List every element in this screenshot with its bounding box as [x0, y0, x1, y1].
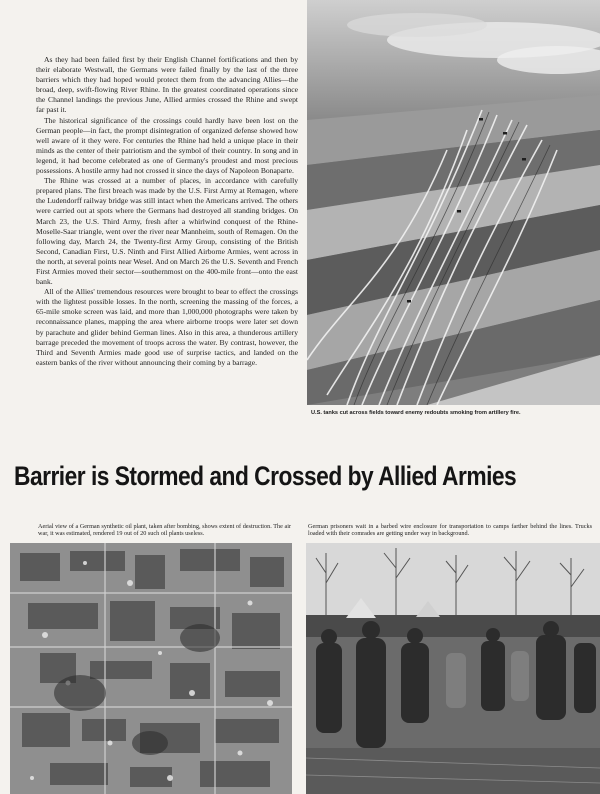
prisoners-caption: German prisoners wait in a barbed wire enclosure for transportation to camps farther behind the lines. Trucks loaded with their comrades are getting under way in background. [308, 523, 592, 538]
intro-article [36, 55, 298, 368]
intro-paragraph: The Rhine was crossed at a number of places, in accordance with carefully prepared plans. The first breach was made by the U.S. First Army at Remagen, where the Ludendorff railway bridge was still intact when the Americans arrived. The others were carried out at spots where the Germans had destroyed all standing bridges. On March 23, the U.S. Third Army, fresh after a whirlwind conquest of the Rhine-Moselle-Saar triangle, went over the river near Mannheim, south of Remagen. On the following day, March 24, the Twenty-first Army Group, consisting of the British Second, Canadian First, U.S. Ninth and First Allied Airborne Armies, went across in the north, at several points near Wesel. And on March 26 the U.S. Seventh and French First Armies moved their sector—southernmost on the 400-mile front—onto the east bank. [36, 176, 298, 287]
tanks-aerial-image [307, 0, 600, 405]
page-headline: Barrier is Stormed and Crossed by Allied Armies [14, 461, 517, 491]
tanks-aerial-photo [307, 0, 600, 405]
oil-plant-caption: Aerial view of a German synthetic oil plant, taken after bombing, shows extent of destruction. The air war, it was estimated, rendered 19 out of 20 such oil plants useless. [38, 523, 291, 538]
prisoners-image [306, 543, 600, 794]
prisoners-photo [306, 543, 600, 794]
tanks-photo-caption: U.S. tanks cut across fields toward enemy redoubts smoking from artillery fire. [311, 410, 521, 416]
oil-plant-image [10, 543, 292, 794]
intro-paragraph: As they had been failed first by their English Channel fortifications and then by their elaborate Westwall, the Germans were failed finally by the last of the three barriers which they had hoped would protect them from the advancing Allies—the broad, deep, swift-flowing River Rhine. In the greatest coordinated operations since the Channel landings the previous June, Allied armies crossed the Rhine and swept far past it. [36, 55, 298, 115]
oil-plant-aerial-photo [10, 543, 292, 794]
intro-paragraph: The historical significance of the crossings could hardly have been lost on the German people—in fact, the prompt disintegration of organized defense showed how well aware of it they were. For centuries the Rhine had held a unique place in their minds as the center of their patriotism and the symbol of their country. In song and in legend, it had become celebrated as one of Germany's proudest and most precious possessions. A hostile army had not crossed it since the days of Napoleon Bonaparte. [36, 115, 298, 176]
intro-paragraph: All of the Allies' tremendous resources were brought to bear to effect the crossings with the lightest possible losses. In the north, screening the massing of the forces, a 65-mile smoke screen was laid, and more than 1,000,000 photographs were taken by reconnaissance planes, mapping the area where airborne troops were later set down by parachute and glider behind German lines. Also in this area, a thunderous artillery barrage preceded the movement of troops across the water. By contrast, however, the Third and Seventh Armies made good use of surprise tactics, and landed on the eastern banks of the river without announcing their coming by a barrage. [36, 287, 298, 367]
